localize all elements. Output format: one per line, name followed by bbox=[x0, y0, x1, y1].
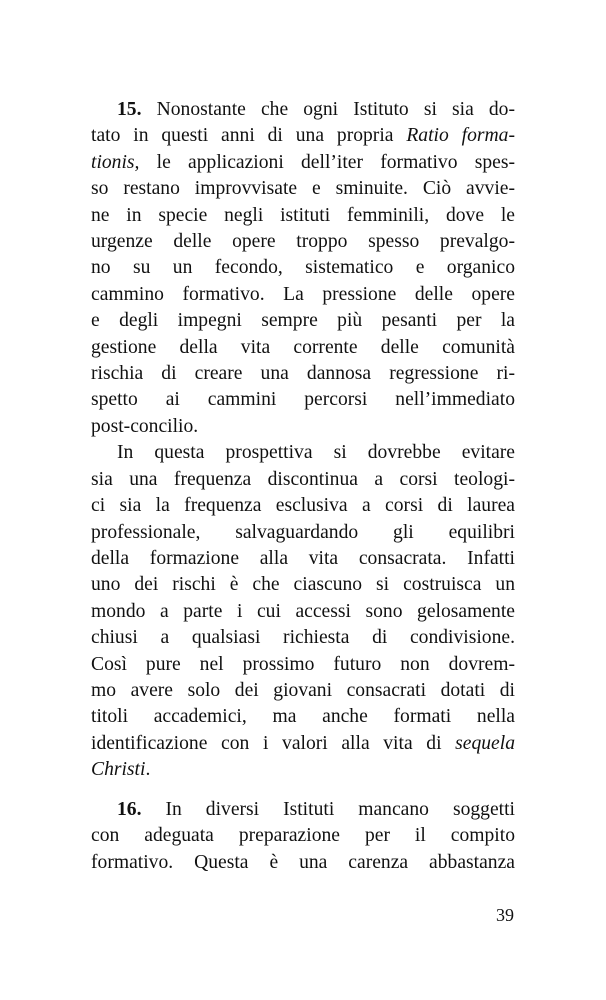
text-fragment: le applicazioni dell’iter formativo spes- bbox=[139, 151, 515, 173]
text-line: mo avere solo dei giovani consacrati dotati di bbox=[91, 679, 515, 701]
text-fragment: tato in questi anni di una propria bbox=[91, 125, 407, 147]
text-line: mondo a parte i cui accessi sono gelosamente bbox=[91, 600, 515, 622]
text-fragment: identificazione con i valori alla vita di bbox=[91, 732, 456, 754]
text-line bbox=[91, 97, 515, 123]
text-line: sia una frequenza discontinua a corsi teologi- bbox=[91, 468, 515, 490]
text-line: spetto ai cammini percorsi nell’immediato bbox=[91, 389, 515, 411]
text-line: e degli impegni sempre più pesanti per la bbox=[91, 310, 515, 332]
text-line: titoli accademici, ma anche formati nella bbox=[91, 706, 515, 728]
text-line: ci sia la frequenza esclusiva a corsi di laurea bbox=[91, 495, 515, 517]
text-line: della formazione alla vita consacrata. Infatti bbox=[91, 547, 515, 569]
text-line bbox=[91, 731, 515, 757]
text-line: rischia di creare una dannosa regressione ri- bbox=[91, 363, 515, 385]
text-fragment: Nonostante che ogni Istituto si sia do- bbox=[156, 99, 515, 120]
italic-term: Christi bbox=[91, 759, 146, 781]
text-line: chiusi a qualsiasi richiesta di condivisione. bbox=[91, 627, 515, 649]
section-16 bbox=[91, 797, 515, 876]
text-line: professionale, salvaguardando gli equilibri bbox=[91, 521, 515, 543]
text-line: so restano improvvisate e sminuite. Ciò avvie- bbox=[91, 178, 515, 200]
text-line: no su un fecondo, sistematico e organico bbox=[91, 257, 515, 279]
text-line: uno dei rischi è che ciascuno si costruisca un bbox=[91, 574, 515, 596]
text-fragment: . bbox=[145, 759, 151, 781]
text-line bbox=[91, 797, 515, 823]
text-line: Così pure nel prossimo futuro non dovrem- bbox=[91, 653, 515, 675]
text-line bbox=[91, 150, 515, 176]
italic-term: Ratio forma- bbox=[406, 125, 515, 147]
section-number: 15. bbox=[117, 99, 142, 120]
text-line bbox=[91, 757, 515, 783]
text-line: In questa prospettiva si dovrebbe evitare bbox=[117, 442, 515, 464]
italic-term: sequela bbox=[455, 732, 515, 754]
text-fragment: In diversi Istituti mancano soggetti bbox=[165, 799, 515, 820]
text-line: post-concilio. bbox=[91, 415, 199, 437]
text-line: con adeguata preparazione per il compito bbox=[91, 825, 515, 847]
text-line: gestione della vita corrente delle comunità bbox=[91, 336, 515, 358]
text-line: cammino formativo. La pressione delle opere bbox=[91, 283, 515, 305]
page-number: 39 bbox=[496, 905, 514, 925]
section-number: 16. bbox=[117, 799, 142, 820]
section-15 bbox=[91, 97, 515, 784]
text-line bbox=[91, 123, 515, 149]
text-line: ne in specie negli istituti femminili, dove le bbox=[91, 204, 515, 226]
text-line: formativo. Questa è una carenza abbastanza bbox=[91, 851, 515, 873]
text-line: urgenze delle opere troppo spesso prevalgo- bbox=[91, 231, 515, 253]
italic-term: tionis, bbox=[91, 151, 140, 173]
